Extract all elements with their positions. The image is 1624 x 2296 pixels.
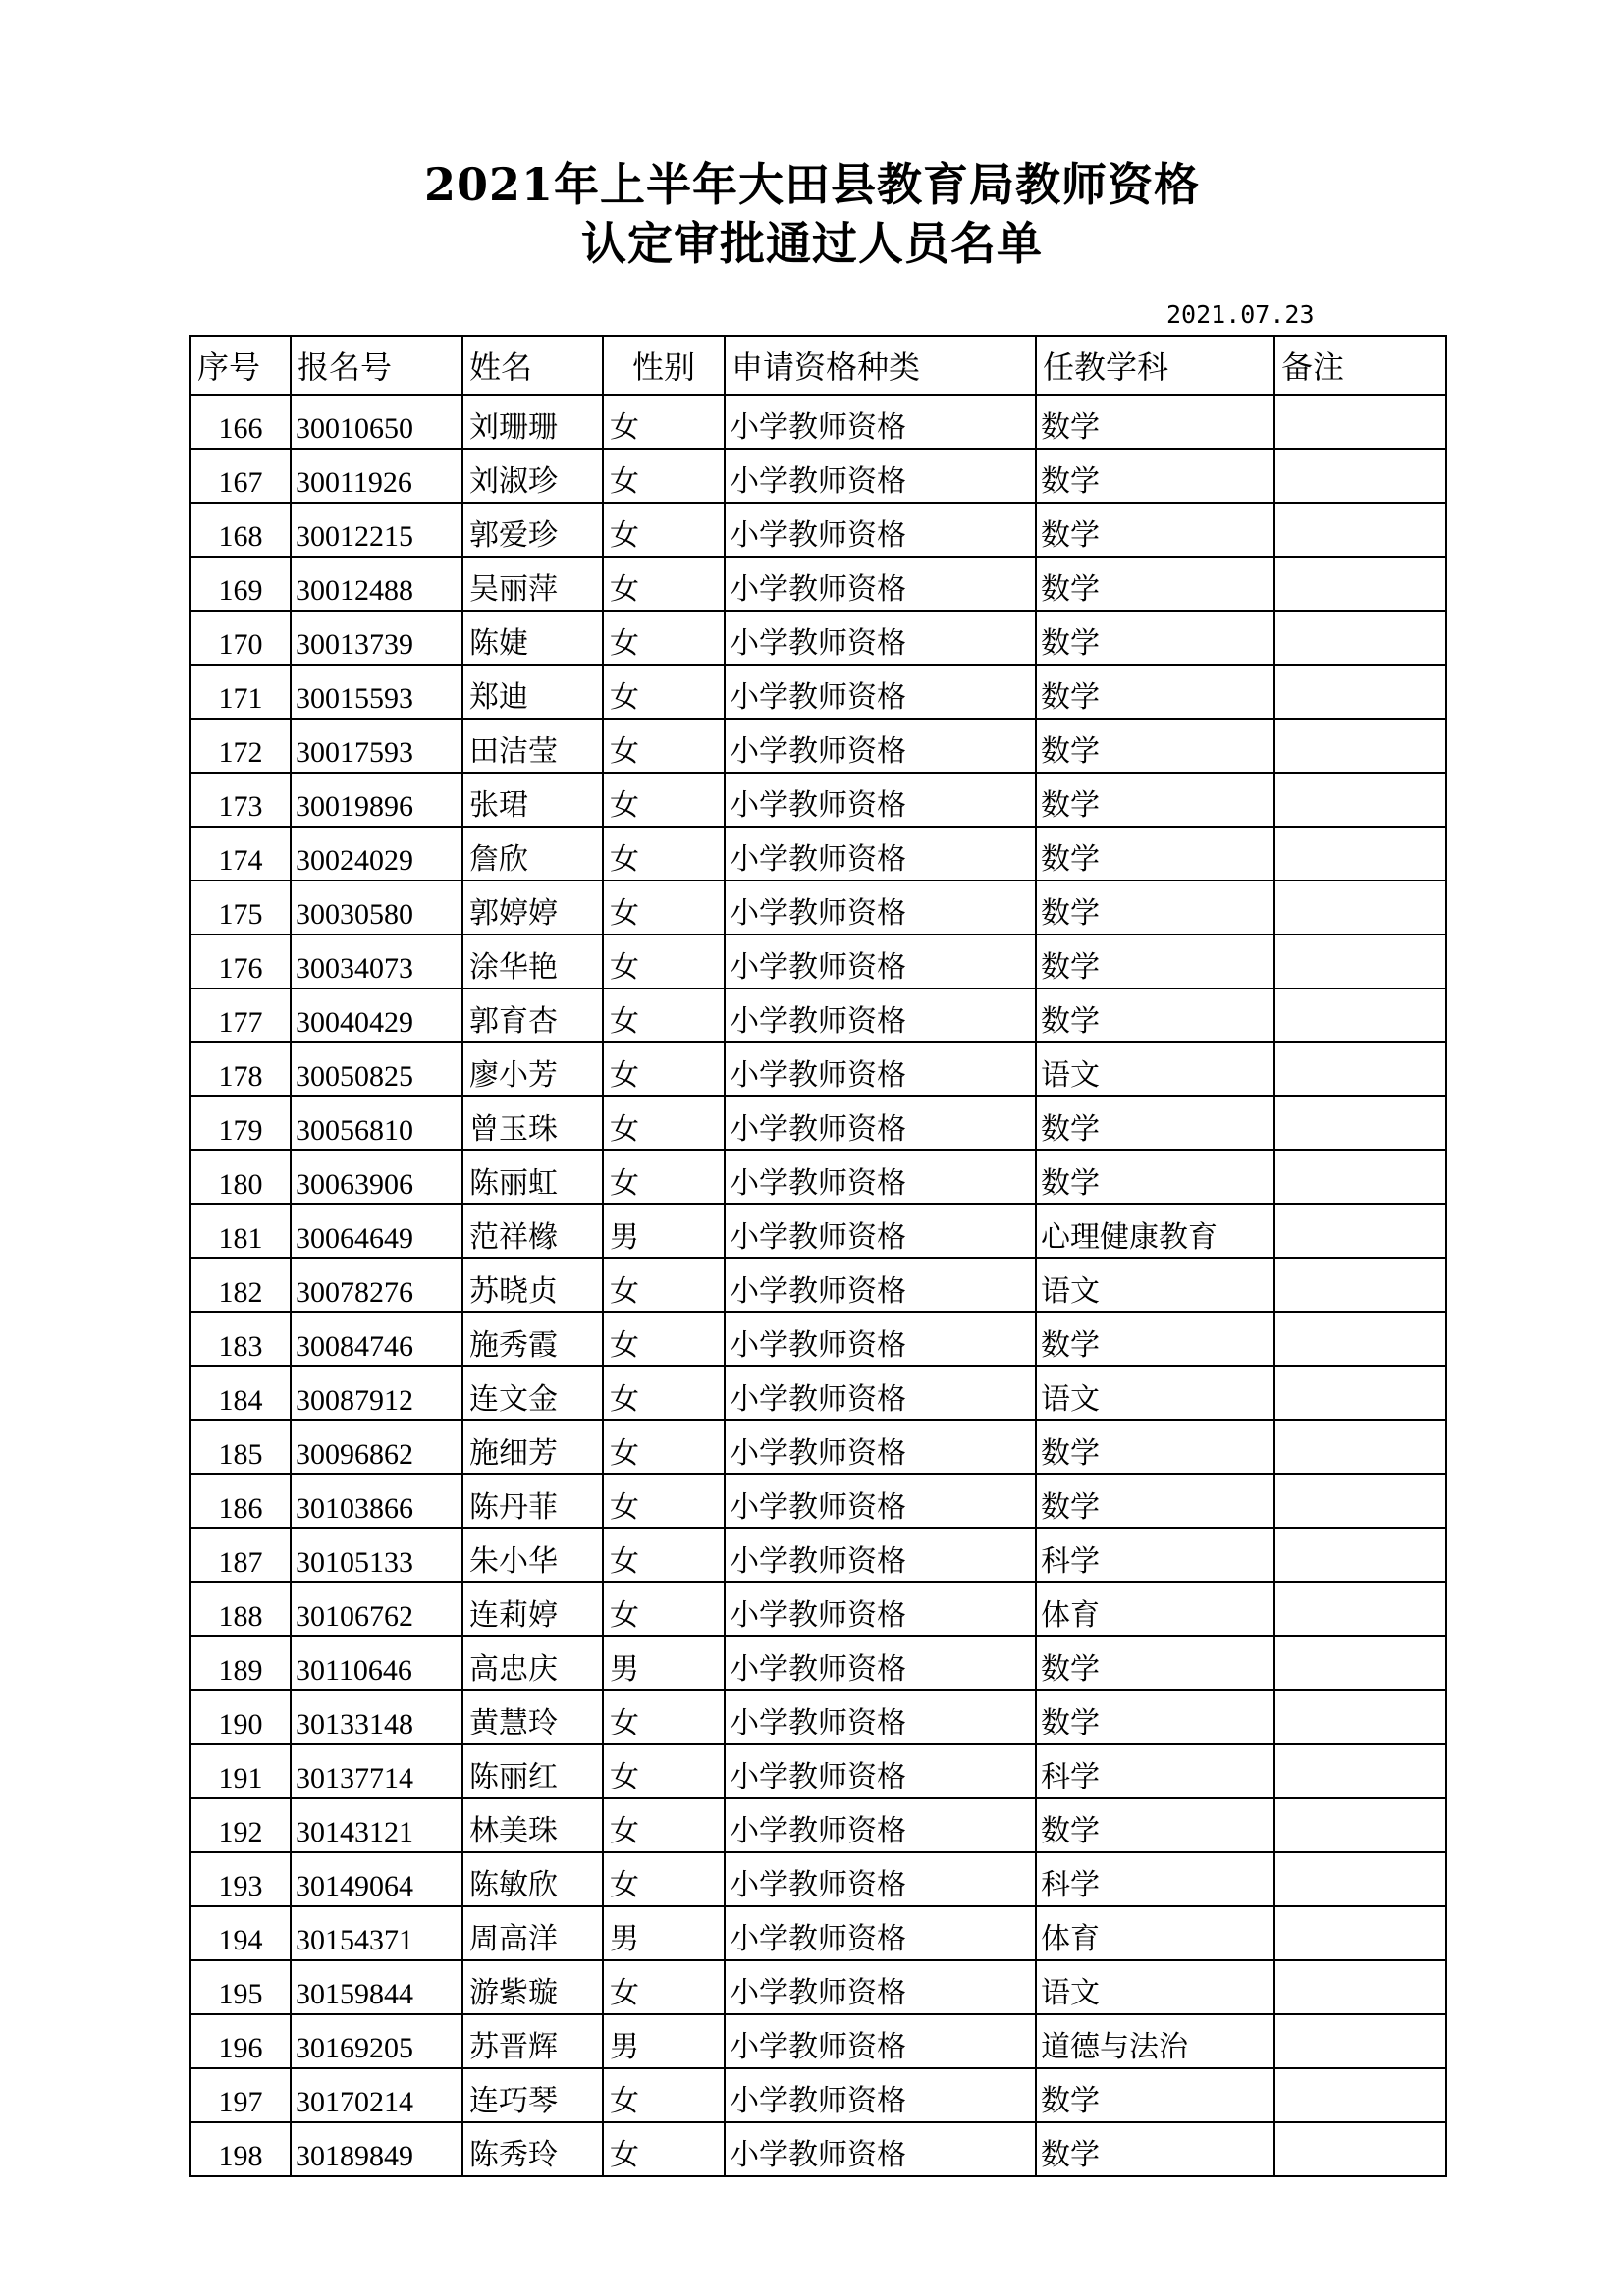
table-row [190,934,1446,988]
cell-subject: 数学 [1036,1096,1274,1150]
cell-name: 詹欣 [462,827,603,881]
cell-name: 陈婕 [462,611,603,665]
cell-remarks [1274,449,1446,503]
cell-registration-number: 30149064 [291,1852,462,1906]
cell-qualification-type: 小学教师资格 [725,1744,1036,1798]
cell-qualification-type: 小学教师资格 [725,503,1036,557]
table-row [190,1150,1446,1204]
header-seq: 序号 [190,336,291,395]
cell-subject: 数学 [1036,881,1274,934]
table-row [190,1744,1446,1798]
cell-gender: 女 [603,988,725,1042]
cell-gender: 女 [603,449,725,503]
cell-remarks [1274,2014,1446,2068]
cell-remarks [1274,1582,1446,1636]
cell-name: 陈秀玲 [462,2122,603,2176]
cell-qualification-type: 小学教师资格 [725,1204,1036,1258]
table-row [190,1798,1446,1852]
cell-subject: 科学 [1036,1852,1274,1906]
cell-registration-number: 30063906 [291,1150,462,1204]
table-row [190,665,1446,719]
cell-seq: 176 [190,934,291,988]
table-row [190,1312,1446,1366]
cell-gender: 女 [603,1420,725,1474]
cell-gender: 女 [603,2068,725,2122]
cell-seq: 171 [190,665,291,719]
header-registration-number: 报名号 [291,336,462,395]
table-row [190,988,1446,1042]
cell-subject: 数学 [1036,719,1274,773]
cell-registration-number: 30024029 [291,827,462,881]
cell-remarks [1274,395,1446,449]
cell-qualification-type: 小学教师资格 [725,1150,1036,1204]
cell-name: 田洁莹 [462,719,603,773]
cell-name: 游紫璇 [462,1960,603,2014]
cell-registration-number: 30096862 [291,1420,462,1474]
cell-gender: 女 [603,1798,725,1852]
cell-seq: 177 [190,988,291,1042]
cell-subject: 数学 [1036,1636,1274,1690]
cell-subject: 数学 [1036,557,1274,611]
cell-seq: 194 [190,1906,291,1960]
cell-name: 曾玉珠 [462,1096,603,1150]
cell-remarks [1274,1636,1446,1690]
cell-remarks [1274,1420,1446,1474]
cell-registration-number: 30030580 [291,881,462,934]
cell-seq: 188 [190,1582,291,1636]
cell-remarks [1274,773,1446,827]
cell-subject: 数学 [1036,2122,1274,2176]
cell-seq: 186 [190,1474,291,1528]
cell-subject: 体育 [1036,1906,1274,1960]
table-row [190,1096,1446,1150]
cell-registration-number: 30034073 [291,934,462,988]
cell-gender: 女 [603,1474,725,1528]
cell-gender: 女 [603,1690,725,1744]
table-row [190,503,1446,557]
cell-subject: 科学 [1036,1528,1274,1582]
cell-remarks [1274,1960,1446,2014]
cell-qualification-type: 小学教师资格 [725,1690,1036,1744]
table-row [190,881,1446,934]
cell-subject: 体育 [1036,1582,1274,1636]
table-row [190,1852,1446,1906]
cell-qualification-type: 小学教师资格 [725,1528,1036,1582]
cell-seq: 178 [190,1042,291,1096]
cell-remarks [1274,665,1446,719]
cell-registration-number: 30143121 [291,1798,462,1852]
cell-seq: 187 [190,1528,291,1582]
cell-remarks [1274,1690,1446,1744]
cell-qualification-type: 小学教师资格 [725,827,1036,881]
cell-name: 高忠庆 [462,1636,603,1690]
cell-name: 郭育杏 [462,988,603,1042]
cell-gender: 女 [603,827,725,881]
cell-seq: 174 [190,827,291,881]
cell-remarks [1274,1528,1446,1582]
cell-seq: 192 [190,1798,291,1852]
table-row [190,2068,1446,2122]
cell-registration-number: 30133148 [291,1690,462,1744]
cell-gender: 女 [603,1096,725,1150]
cell-registration-number: 30154371 [291,1906,462,1960]
table-row [190,557,1446,611]
header-remarks: 备注 [1274,336,1446,395]
cell-registration-number: 30015593 [291,665,462,719]
table-header-row [190,336,1446,395]
cell-registration-number: 30189849 [291,2122,462,2176]
cell-qualification-type: 小学教师资格 [725,395,1036,449]
cell-gender: 男 [603,1636,725,1690]
cell-seq: 185 [190,1420,291,1474]
cell-remarks [1274,827,1446,881]
cell-name: 范祥橼 [462,1204,603,1258]
table-row [190,1906,1446,1960]
cell-gender: 女 [603,665,725,719]
cell-registration-number: 30010650 [291,395,462,449]
cell-remarks [1274,2122,1446,2176]
cell-name: 廖小芳 [462,1042,603,1096]
cell-remarks [1274,1258,1446,1312]
cell-name: 张珺 [462,773,603,827]
cell-registration-number: 30103866 [291,1474,462,1528]
cell-registration-number: 30087912 [291,1366,462,1420]
cell-seq: 167 [190,449,291,503]
table-row [190,1690,1446,1744]
cell-registration-number: 30170214 [291,2068,462,2122]
table-row [190,773,1446,827]
cell-qualification-type: 小学教师资格 [725,2068,1036,2122]
cell-remarks [1274,2068,1446,2122]
cell-subject: 数学 [1036,1798,1274,1852]
cell-qualification-type: 小学教师资格 [725,1042,1036,1096]
cell-remarks [1274,1096,1446,1150]
cell-subject: 语文 [1036,1366,1274,1420]
cell-subject: 数学 [1036,503,1274,557]
cell-subject: 数学 [1036,395,1274,449]
cell-seq: 180 [190,1150,291,1204]
cell-seq: 193 [190,1852,291,1906]
cell-registration-number: 30013739 [291,611,462,665]
document-title-line-2: 认定审批通过人员名单 [581,217,1043,270]
cell-qualification-type: 小学教师资格 [725,449,1036,503]
cell-subject: 语文 [1036,1258,1274,1312]
cell-registration-number: 30105133 [291,1528,462,1582]
cell-seq: 175 [190,881,291,934]
cell-registration-number: 30019896 [291,773,462,827]
cell-qualification-type: 小学教师资格 [725,557,1036,611]
header-gender: 性别 [603,336,725,395]
cell-name: 陈敏欣 [462,1852,603,1906]
cell-gender: 女 [603,395,725,449]
cell-name: 刘淑珍 [462,449,603,503]
cell-remarks [1274,1744,1446,1798]
cell-seq: 169 [190,557,291,611]
cell-registration-number: 30050825 [291,1042,462,1096]
cell-gender: 男 [603,1906,725,1960]
header-qualification-type: 申请资格种类 [725,336,1036,395]
cell-remarks [1274,1798,1446,1852]
table-row [190,1042,1446,1096]
table-row [190,2014,1446,2068]
cell-remarks [1274,557,1446,611]
cell-remarks [1274,988,1446,1042]
header-subject: 任教学科 [1036,336,1274,395]
cell-name: 苏晋辉 [462,2014,603,2068]
cell-name: 陈丽虹 [462,1150,603,1204]
document-title-line-1: 2021年上半年大田县教育局教师资格 [423,158,1201,211]
cell-seq: 172 [190,719,291,773]
cell-subject: 科学 [1036,1744,1274,1798]
cell-name: 陈丹菲 [462,1474,603,1528]
cell-subject: 心理健康教育 [1036,1204,1274,1258]
cell-remarks [1274,719,1446,773]
cell-gender: 男 [603,2014,725,2068]
cell-name: 刘珊珊 [462,395,603,449]
cell-seq: 197 [190,2068,291,2122]
cell-gender: 女 [603,611,725,665]
cell-seq: 195 [190,1960,291,2014]
cell-remarks [1274,503,1446,557]
cell-gender: 女 [603,1744,725,1798]
cell-seq: 179 [190,1096,291,1150]
cell-seq: 173 [190,773,291,827]
table-row [190,827,1446,881]
cell-remarks [1274,1906,1446,1960]
table-body [190,395,1446,2176]
cell-gender: 女 [603,1258,725,1312]
publish-date: 2021.07.23 [1166,300,1315,329]
cell-remarks [1274,1042,1446,1096]
cell-registration-number: 30084746 [291,1312,462,1366]
cell-qualification-type: 小学教师资格 [725,611,1036,665]
table-row [190,395,1446,449]
cell-gender: 女 [603,1528,725,1582]
cell-name: 连文金 [462,1366,603,1420]
cell-registration-number: 30106762 [291,1582,462,1636]
cell-qualification-type: 小学教师资格 [725,773,1036,827]
cell-gender: 女 [603,557,725,611]
cell-name: 郭婷婷 [462,881,603,934]
cell-qualification-type: 小学教师资格 [725,719,1036,773]
cell-gender: 女 [603,1960,725,2014]
table-row [190,1366,1446,1420]
table-row [190,1582,1446,1636]
cell-gender: 女 [603,1582,725,1636]
cell-subject: 数学 [1036,827,1274,881]
cell-remarks [1274,1150,1446,1204]
cell-subject: 数学 [1036,665,1274,719]
cell-subject: 道德与法治 [1036,2014,1274,2068]
cell-remarks [1274,1366,1446,1420]
cell-gender: 女 [603,2122,725,2176]
cell-seq: 196 [190,2014,291,2068]
cell-seq: 181 [190,1204,291,1258]
cell-gender: 女 [603,1150,725,1204]
cell-qualification-type: 小学教师资格 [725,1366,1036,1420]
cell-registration-number: 30017593 [291,719,462,773]
cell-remarks [1274,1852,1446,1906]
cell-registration-number: 30159844 [291,1960,462,2014]
cell-qualification-type: 小学教师资格 [725,1096,1036,1150]
cell-seq: 166 [190,395,291,449]
cell-qualification-type: 小学教师资格 [725,1312,1036,1366]
cell-registration-number: 30110646 [291,1636,462,1690]
table-row [190,1420,1446,1474]
cell-subject: 语文 [1036,1960,1274,2014]
cell-subject: 数学 [1036,1690,1274,1744]
cell-subject: 数学 [1036,611,1274,665]
cell-name: 林美珠 [462,1798,603,1852]
cell-subject: 数学 [1036,934,1274,988]
cell-registration-number: 30169205 [291,2014,462,2068]
cell-name: 连莉婷 [462,1582,603,1636]
cell-gender: 女 [603,1852,725,1906]
cell-remarks [1274,934,1446,988]
cell-remarks [1274,611,1446,665]
cell-registration-number: 30056810 [291,1096,462,1150]
cell-qualification-type: 小学教师资格 [725,1960,1036,2014]
approved-teachers-table [189,335,1447,2177]
cell-qualification-type: 小学教师资格 [725,1258,1036,1312]
cell-seq: 183 [190,1312,291,1366]
cell-name: 连巧琴 [462,2068,603,2122]
cell-seq: 182 [190,1258,291,1312]
cell-qualification-type: 小学教师资格 [725,1636,1036,1690]
cell-name: 吴丽萍 [462,557,603,611]
table-row [190,1528,1446,1582]
cell-qualification-type: 小学教师资格 [725,2014,1036,2068]
cell-name: 施秀霞 [462,1312,603,1366]
cell-remarks [1274,1204,1446,1258]
cell-qualification-type: 小学教师资格 [725,2122,1036,2176]
cell-registration-number: 30078276 [291,1258,462,1312]
cell-name: 郭爱珍 [462,503,603,557]
header-name: 姓名 [462,336,603,395]
cell-subject: 数学 [1036,449,1274,503]
table-row [190,1204,1446,1258]
table-row [190,719,1446,773]
cell-gender: 女 [603,881,725,934]
cell-registration-number: 30012215 [291,503,462,557]
cell-name: 周高洋 [462,1906,603,1960]
cell-qualification-type: 小学教师资格 [725,881,1036,934]
cell-qualification-type: 小学教师资格 [725,934,1036,988]
cell-seq: 189 [190,1636,291,1690]
cell-subject: 数学 [1036,988,1274,1042]
cell-seq: 190 [190,1690,291,1744]
cell-registration-number: 30012488 [291,557,462,611]
cell-registration-number: 30137714 [291,1744,462,1798]
cell-name: 朱小华 [462,1528,603,1582]
cell-subject: 数学 [1036,1312,1274,1366]
cell-subject: 数学 [1036,1420,1274,1474]
cell-remarks [1274,881,1446,934]
cell-remarks [1274,1312,1446,1366]
cell-gender: 女 [603,1366,725,1420]
cell-seq: 168 [190,503,291,557]
cell-qualification-type: 小学教师资格 [725,1906,1036,1960]
cell-registration-number: 30064649 [291,1204,462,1258]
cell-gender: 女 [603,719,725,773]
cell-name: 郑迪 [462,665,603,719]
cell-gender: 女 [603,773,725,827]
cell-gender: 女 [603,503,725,557]
cell-gender: 女 [603,1312,725,1366]
table-row [190,449,1446,503]
cell-qualification-type: 小学教师资格 [725,1798,1036,1852]
cell-qualification-type: 小学教师资格 [725,1420,1036,1474]
cell-gender: 女 [603,1042,725,1096]
cell-subject: 语文 [1036,1042,1274,1096]
cell-subject: 数学 [1036,773,1274,827]
cell-seq: 184 [190,1366,291,1420]
cell-name: 陈丽红 [462,1744,603,1798]
cell-seq: 198 [190,2122,291,2176]
cell-seq: 170 [190,611,291,665]
table-row [190,1258,1446,1312]
table-row [190,1960,1446,2014]
cell-name: 苏晓贞 [462,1258,603,1312]
cell-remarks [1274,1474,1446,1528]
cell-name: 涂华艳 [462,934,603,988]
cell-qualification-type: 小学教师资格 [725,1474,1036,1528]
table-row [190,1474,1446,1528]
cell-qualification-type: 小学教师资格 [725,988,1036,1042]
cell-registration-number: 30011926 [291,449,462,503]
cell-name: 黄慧玲 [462,1690,603,1744]
cell-name: 施细芳 [462,1420,603,1474]
cell-registration-number: 30040429 [291,988,462,1042]
cell-gender: 男 [603,1204,725,1258]
cell-subject: 数学 [1036,2068,1274,2122]
table-row [190,1636,1446,1690]
cell-qualification-type: 小学教师资格 [725,665,1036,719]
cell-qualification-type: 小学教师资格 [725,1582,1036,1636]
cell-subject: 数学 [1036,1150,1274,1204]
cell-gender: 女 [603,934,725,988]
table-row [190,2122,1446,2176]
table-row [190,611,1446,665]
cell-seq: 191 [190,1744,291,1798]
cell-subject: 数学 [1036,1474,1274,1528]
cell-qualification-type: 小学教师资格 [725,1852,1036,1906]
